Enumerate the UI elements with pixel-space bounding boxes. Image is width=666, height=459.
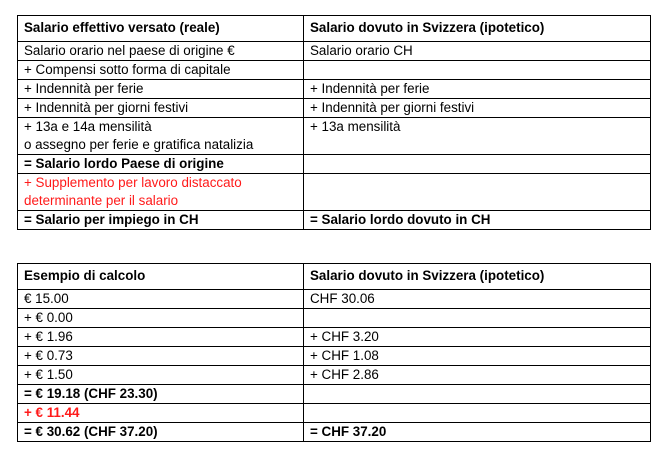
table-row xyxy=(18,385,651,404)
cell-salary-ch-employment: = Salario per impiego in CH xyxy=(18,211,304,230)
cell-holiday-allowance-ch: + Indennità per ferie xyxy=(304,80,651,99)
table-row xyxy=(18,423,651,442)
table-row xyxy=(18,328,651,347)
cell-line: + Supplemento per lavoro distaccato xyxy=(24,175,242,190)
cell-13th-salary-ch: + 13a mensilità xyxy=(304,118,651,155)
table-row xyxy=(18,118,651,155)
cell-total-ch: = CHF 37.20 xyxy=(304,423,651,442)
cell-value: + CHF 3.20 xyxy=(304,328,651,347)
table-row xyxy=(18,309,651,328)
table-header-row xyxy=(18,16,651,42)
cell-value: + CHF 1.08 xyxy=(304,347,651,366)
cell-value: + € 0.00 xyxy=(18,309,304,328)
salary-structure-table xyxy=(17,15,651,230)
cell-holiday-allowance: + Indennità per ferie xyxy=(18,80,304,99)
cell-total: = € 30.62 (CHF 37.20) xyxy=(18,423,304,442)
cell-subtotal: = € 19.18 (CHF 23.30) xyxy=(18,385,304,404)
table-row xyxy=(18,61,651,80)
cell-value: + € 1.50 xyxy=(18,366,304,385)
header-actual-salary: Salario effettivo versato (reale) xyxy=(18,16,304,42)
cell-gross-due-ch: = Salario lordo dovuto in CH xyxy=(304,211,651,230)
cell-empty xyxy=(304,385,651,404)
table-row xyxy=(18,80,651,99)
table-header-row xyxy=(18,264,651,290)
table-row xyxy=(18,155,651,174)
cell-empty xyxy=(304,155,651,174)
header-swiss-salary: Salario dovuto in Svizzera (ipotetico) xyxy=(304,16,651,42)
cell-empty xyxy=(304,61,651,80)
table-row xyxy=(18,99,651,118)
table-row xyxy=(18,42,651,61)
header-calculation-example: Esempio di calcolo xyxy=(18,264,304,290)
table-row xyxy=(18,366,651,385)
table-row xyxy=(18,347,651,366)
cell-hourly-ch: Salario orario CH xyxy=(304,42,651,61)
cell-public-holiday-allowance-ch: + Indennità per giorni festivi xyxy=(304,99,651,118)
cell-value: € 15.00 xyxy=(18,290,304,309)
cell-public-holiday-allowance: + Indennità per giorni festivi xyxy=(18,99,304,118)
calculation-example-table xyxy=(17,263,651,442)
cell-empty xyxy=(304,174,651,211)
cell-line: + 13a e 14a mensilità xyxy=(24,119,152,134)
table-row xyxy=(18,290,651,309)
header-swiss-salary: Salario dovuto in Svizzera (ipotetico) xyxy=(304,264,651,290)
cell-value: + CHF 2.86 xyxy=(304,366,651,385)
cell-value: + € 0.73 xyxy=(18,347,304,366)
cell-value: + € 1.96 xyxy=(18,328,304,347)
cell-capital-compensation: + Compensi sotto forma di capitale xyxy=(18,61,304,80)
table-row xyxy=(18,404,651,423)
cell-line: determinante per il salario xyxy=(24,193,179,208)
table-row xyxy=(18,211,651,230)
cell-value: CHF 30.06 xyxy=(304,290,651,309)
cell-supplement-value: + € 11.44 xyxy=(18,404,304,423)
cell-posting-supplement xyxy=(18,174,304,211)
cell-13th-14th-salary xyxy=(18,118,304,155)
table-row xyxy=(18,174,651,211)
cell-line: o assegno per ferie e gratifica natalizia xyxy=(24,137,254,152)
cell-empty xyxy=(304,309,651,328)
cell-hourly-origin: Salario orario nel paese di origine € xyxy=(18,42,304,61)
cell-gross-origin: = Salario lordo Paese di origine xyxy=(18,155,304,174)
cell-empty xyxy=(304,404,651,423)
